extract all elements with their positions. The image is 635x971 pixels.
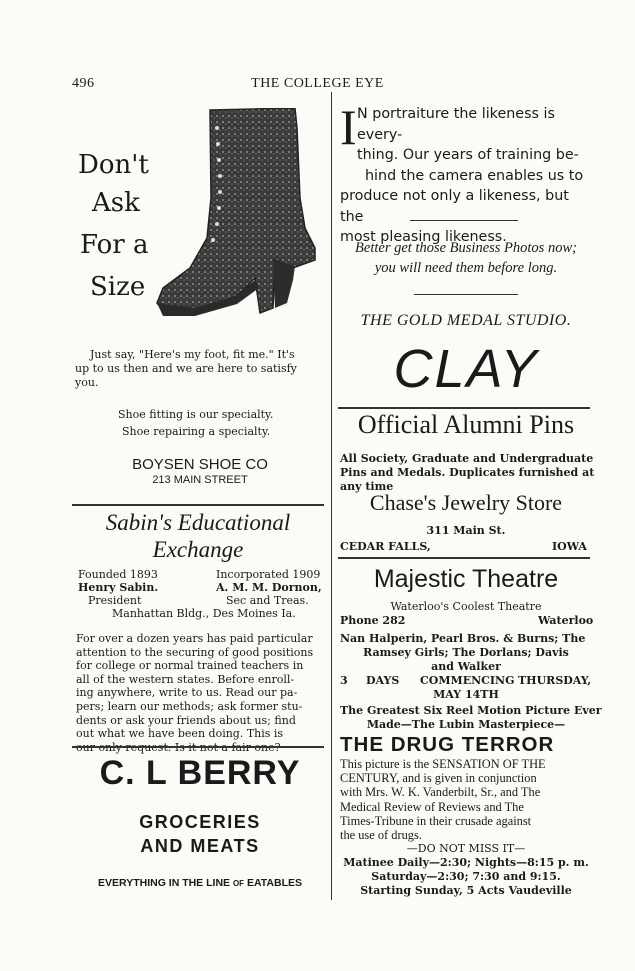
boysen-specialty-2: Shoe repairing a specialty. xyxy=(122,425,271,438)
para-line: hind the camera enables us to xyxy=(365,167,584,184)
chase-line-1: All Society, Graduate and Undergraduate xyxy=(340,452,594,465)
sabin-body-line: attention to the securing of good positions xyxy=(76,645,314,659)
para-line: produce not only a likeness, but the xyxy=(340,188,569,225)
studio-name: THE GOLD MEDAL STUDIO. xyxy=(360,312,572,329)
slogan-2: you will need them before long. xyxy=(374,260,558,276)
desc-line: the use of drugs. xyxy=(340,828,422,843)
days-a: 3 xyxy=(340,674,348,687)
majestic-subtitle: Waterloo's Coolest Theatre xyxy=(390,600,542,613)
column-divider xyxy=(331,92,332,900)
sabin-body-line: ing anywhere, write to us. Read our pa- xyxy=(76,686,298,700)
berry-tagline-a: EVERYTHING IN THE LINE xyxy=(97,877,233,889)
acts-line-2: Ramsey Girls; The Dorlans; Davis xyxy=(363,646,569,659)
sabin-person2: A. M. M. Dornon, xyxy=(216,581,322,594)
times-line-1: Matinee Daily—2:30; Nights—8:15 p. m. xyxy=(343,856,589,869)
page-title: THE COLLEGE EYE xyxy=(251,76,384,91)
boot-illustration xyxy=(155,108,325,338)
berry-tagline-b: OF xyxy=(232,879,245,888)
days-d: THURSDAY, xyxy=(518,674,592,687)
short-rule-1 xyxy=(410,220,518,221)
berry-name: C. L BERRY xyxy=(99,754,301,792)
acts-line-3: and Walker xyxy=(431,660,501,673)
chase-line-3: any time xyxy=(340,480,394,493)
sabin-title-1: Sabin's Educational xyxy=(105,510,291,535)
desc-line: with Mrs. W. K. Vanderbilt, Sr., and The xyxy=(340,785,541,800)
sabin-person1: Henry Sabin. xyxy=(78,581,159,594)
sabin-incorporated: Incorporated 1909 xyxy=(216,568,321,581)
sabin-person2-role: Sec and Treas. xyxy=(226,594,309,607)
boysen-name: BOYSEN SHOE CO xyxy=(132,456,268,473)
divider-1 xyxy=(72,504,324,506)
dropcap: I xyxy=(340,99,357,155)
divider-4 xyxy=(338,557,590,559)
headline-size: Size xyxy=(90,272,146,302)
majestic-phone: Phone 282 xyxy=(340,614,406,627)
boysen-specialty-1: Shoe fitting is our specialty. xyxy=(118,408,274,421)
slogan-1: Better get those Business Photos now; xyxy=(355,240,577,256)
desc-line: Times-Tribune in their crusade against xyxy=(340,813,532,828)
majestic-title: Majestic Theatre xyxy=(373,565,559,593)
chase-street: 311 Main St. xyxy=(426,524,506,537)
sabin-body-line: pers; learn our methods; ask former stu- xyxy=(76,699,303,713)
boysen-address: 213 MAIN STREET xyxy=(152,474,248,486)
majestic-description xyxy=(340,757,592,842)
para-line: most pleasing likeness. xyxy=(340,229,507,245)
days-c: COMMENCING xyxy=(420,674,515,687)
sabin-body-line: out what we have been doing. This is xyxy=(76,727,284,741)
sabin-address: Manhattan Bldg., Des Moines Ia. xyxy=(112,607,296,620)
short-rule-2 xyxy=(414,294,518,295)
sabin-title-2: Exchange xyxy=(152,537,244,562)
boysen-quote-1: Just say, "Here's my foot, fit me." It's xyxy=(90,348,295,361)
film-title: THE DRUG TERROR xyxy=(340,733,555,756)
acts-line-1: Nan Halperin, Pearl Bros. & Burns; The xyxy=(340,632,586,645)
sabin-person1-role: President xyxy=(88,594,142,607)
days-b: DAYS xyxy=(366,674,400,687)
divider-3 xyxy=(338,407,590,409)
clay-name: CLAY xyxy=(393,339,539,399)
berry-tagline xyxy=(72,877,328,889)
sabin-body xyxy=(76,632,328,754)
para-line: N portraiture the likeness is every- xyxy=(357,106,555,143)
chase-line-2: Pins and Medals. Duplicates furnished at xyxy=(340,466,595,479)
times-line-3: Starting Sunday, 5 Acts Vaudeville xyxy=(360,884,572,897)
headline-ask: Ask xyxy=(92,188,140,218)
feature-line-2: Made—The Lubin Masterpiece— xyxy=(366,718,566,731)
boysen-quote-3: you. xyxy=(75,376,99,389)
desc-line: CENTURY, and is given in conjunction xyxy=(340,771,537,786)
chase-state: IOWA xyxy=(552,540,587,553)
berry-meats: AND MEATS xyxy=(140,836,260,856)
sabin-body-line: dents or ask your friends about us; find xyxy=(76,713,296,727)
divider-2 xyxy=(72,746,324,748)
boysen-quote-2: up to us then and we are here to satisfy xyxy=(75,362,297,375)
majestic-city: Waterloo xyxy=(538,614,594,627)
alumni-heading: Official Alumni Pins xyxy=(357,410,575,439)
chase-city: CEDAR FALLS, xyxy=(340,540,431,553)
sabin-body-line: all of the western states. Before enroll- xyxy=(76,672,295,686)
do-not-miss: —DO NOT MISS IT— xyxy=(406,842,526,855)
page-number: 496 xyxy=(72,76,95,91)
headline-dont: Don't xyxy=(78,150,149,180)
berry-tagline-c: EATABLES xyxy=(244,877,303,889)
sabin-body-line: For over a dozen years has paid particular xyxy=(76,632,313,645)
sabin-founded: Founded 1893 xyxy=(78,568,158,581)
berry-groceries: GROCERIES xyxy=(139,812,261,832)
majestic-date: MAY 14TH xyxy=(433,688,499,701)
para-line: thing. Our years of training be- xyxy=(357,147,579,163)
times-line-2: Saturday—2:30; 7:30 and 9:15. xyxy=(371,870,561,883)
feature-line-1: The Greatest Six Reel Motion Picture Ever xyxy=(340,704,602,717)
headline-for-a: For a xyxy=(80,230,149,260)
sabin-body-line: for college or normal trained teachers in xyxy=(76,659,304,673)
chase-store: Chase's Jewelry Store xyxy=(369,490,563,515)
desc-line: This picture is the SENSATION OF THE xyxy=(340,757,546,771)
gold-medal-paragraph xyxy=(340,99,590,248)
desc-line: Medical Review of Reviews and The xyxy=(340,799,524,814)
